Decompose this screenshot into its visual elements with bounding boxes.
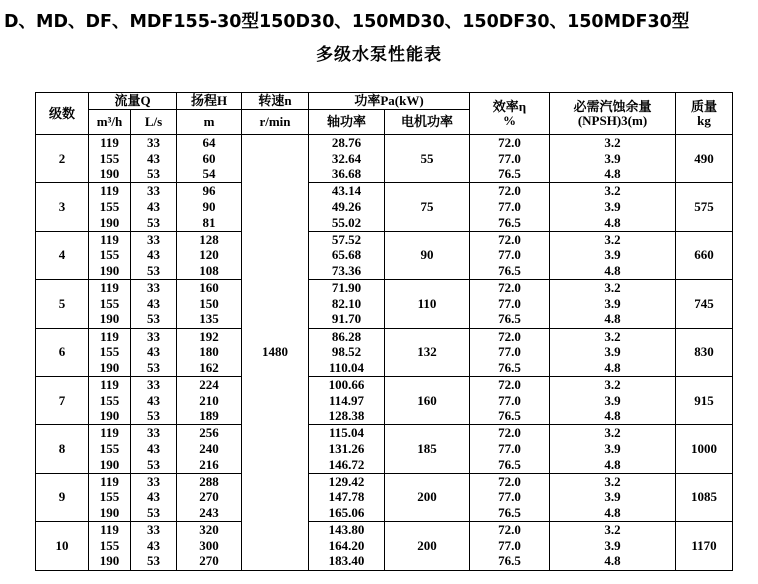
flow-m3h-cell-value: 190 [99, 262, 120, 278]
efficiency-cell-value: 76.5 [498, 359, 521, 375]
npsh-cell [550, 183, 676, 231]
header-npsh-unit: (NPSH)3(m) [577, 112, 648, 128]
npsh-cell-value: 4.8 [604, 456, 621, 472]
header-flow-ls: L/s [131, 110, 177, 135]
npsh-cell-value: 3.9 [604, 537, 621, 553]
head-cell-value: 210 [199, 392, 219, 408]
head-cell-value: 243 [199, 504, 219, 520]
stage-cell: 3 [36, 183, 89, 231]
efficiency-cell-value: 77.0 [498, 489, 521, 505]
shaft-power-cell-value: 86.28 [331, 328, 362, 344]
shaft-power-cell-value: 65.68 [331, 247, 362, 263]
header-speed-unit: r/min [242, 110, 309, 135]
npsh-cell [550, 473, 676, 521]
head-cell-value: 162 [199, 359, 219, 375]
efficiency-cell-value: 72.0 [498, 473, 521, 489]
motor-power-cell: 132 [385, 328, 470, 376]
shaft-power-cell-value: 114.97 [328, 392, 365, 408]
flow-ls-cell-value: 43 [147, 489, 160, 505]
header-flow-m3h: m³/h [89, 110, 131, 135]
head-cell [177, 425, 242, 473]
shaft-power-cell-value: 100.66 [328, 376, 365, 392]
flow-m3h-cell-value: 190 [99, 311, 120, 327]
flow-m3h-cell [89, 425, 131, 473]
flow-m3h-cell-value: 190 [99, 214, 120, 230]
header-flow: 流量Q [89, 93, 177, 110]
efficiency-cell-value: 76.5 [498, 456, 521, 472]
flow-m3h-cell-value: 155 [99, 150, 120, 166]
flow-m3h-cell [89, 473, 131, 521]
efficiency-cell [470, 231, 550, 279]
shaft-power-cell-value: 57.52 [331, 231, 362, 247]
flow-ls-cell [131, 522, 177, 570]
flow-ls-cell [131, 183, 177, 231]
flow-ls-cell [131, 376, 177, 424]
efficiency-cell [470, 522, 550, 570]
flow-ls-cell [131, 135, 177, 183]
flow-ls-cell-value: 53 [147, 553, 160, 569]
efficiency-cell-value: 77.0 [498, 392, 521, 408]
mass-cell: 490 [676, 135, 733, 183]
flow-ls-cell-value: 53 [147, 166, 160, 182]
efficiency-cell [470, 280, 550, 328]
stage-cell: 6 [36, 328, 89, 376]
head-cell-value: 96 [202, 183, 216, 199]
flow-m3h-cell [89, 522, 131, 570]
npsh-cell [550, 231, 676, 279]
flow-ls-cell-value: 33 [147, 376, 160, 392]
efficiency-cell-value: 77.0 [498, 537, 521, 553]
npsh-cell [550, 376, 676, 424]
mass-cell: 1085 [676, 473, 733, 521]
flow-m3h-cell-value: 119 [100, 473, 119, 489]
motor-power-cell: 160 [385, 376, 470, 424]
header-mass [676, 93, 733, 135]
efficiency-cell-value: 72.0 [498, 280, 521, 296]
npsh-cell-value: 3.2 [604, 473, 621, 489]
flow-ls-cell [131, 280, 177, 328]
flow-ls-cell-value: 33 [147, 280, 160, 296]
shaft-power-cell-value: 55.02 [331, 214, 362, 230]
flow-m3h-cell-value: 155 [99, 392, 120, 408]
npsh-cell [550, 522, 676, 570]
npsh-cell [550, 328, 676, 376]
performance-table [35, 92, 733, 571]
efficiency-cell-value: 72.0 [498, 328, 521, 344]
shaft-power-cell-value: 147.78 [328, 489, 365, 505]
head-cell-value: 90 [202, 198, 216, 214]
motor-power-cell: 55 [385, 135, 470, 183]
flow-ls-cell-value: 53 [147, 311, 160, 327]
efficiency-cell-value: 77.0 [498, 150, 521, 166]
efficiency-cell-value: 72.0 [498, 522, 521, 538]
efficiency-cell-value: 77.0 [498, 198, 521, 214]
header-head: 扬程H [177, 93, 242, 110]
shaft-power-cell-value: 49.26 [331, 198, 362, 214]
stage-cell: 2 [36, 135, 89, 183]
mass-cell: 915 [676, 376, 733, 424]
shaft-power-cell-value: 98.52 [331, 344, 362, 360]
shaft-power-cell-value: 73.36 [331, 262, 362, 278]
flow-m3h-cell [89, 231, 131, 279]
npsh-cell-value: 3.9 [604, 440, 621, 456]
npsh-cell [550, 425, 676, 473]
shaft-power-cell-value: 131.26 [328, 440, 365, 456]
npsh-cell-value: 3.2 [604, 522, 621, 538]
shaft-power-cell [309, 522, 385, 570]
motor-power-cell: 75 [385, 183, 470, 231]
head-cell-value: 180 [199, 344, 219, 360]
motor-power-cell: 110 [385, 280, 470, 328]
head-cell-value: 64 [202, 135, 216, 150]
flow-m3h-cell [89, 135, 131, 183]
efficiency-cell-value: 76.5 [498, 262, 521, 278]
header-motor-power: 电机功率 [385, 110, 470, 135]
header-row-1 [36, 93, 733, 110]
shaft-power-cell-value: 71.90 [331, 280, 362, 296]
shaft-power-cell-value: 146.72 [328, 456, 365, 472]
motor-power-cell: 90 [385, 231, 470, 279]
efficiency-cell-value: 77.0 [498, 440, 521, 456]
header-efficiency [470, 93, 550, 135]
head-cell [177, 231, 242, 279]
flow-ls-cell-value: 33 [147, 425, 160, 441]
flow-ls-cell-value: 43 [147, 344, 160, 360]
flow-ls-cell [131, 231, 177, 279]
head-cell-value: 288 [199, 473, 219, 489]
shaft-power-cell-value: 28.76 [331, 135, 362, 150]
head-cell-value: 54 [202, 166, 216, 182]
npsh-cell-value: 3.9 [604, 247, 621, 263]
stage-cell: 9 [36, 473, 89, 521]
shaft-power-cell-value: 115.04 [328, 425, 365, 441]
head-cell-value: 135 [199, 311, 219, 327]
head-cell-value: 192 [199, 328, 219, 344]
header-efficiency-label: 效率η [492, 98, 527, 114]
page-title: D、MD、DF、MDF155-30型150D30、150MD30、150DF30、150MDF30型 [4, 12, 690, 32]
efficiency-cell-value: 76.5 [498, 504, 521, 520]
flow-ls-cell-value: 43 [147, 247, 160, 263]
head-cell [177, 376, 242, 424]
flow-ls-cell-value: 53 [147, 214, 160, 230]
flow-ls-cell-value: 53 [147, 456, 160, 472]
flow-m3h-cell-value: 190 [99, 456, 120, 472]
flow-m3h-cell-value: 119 [100, 522, 119, 538]
mass-cell: 660 [676, 231, 733, 279]
efficiency-cell [470, 376, 550, 424]
flow-m3h-cell-value: 190 [99, 504, 120, 520]
flow-ls-cell-value: 43 [147, 392, 160, 408]
table-row [36, 328, 733, 376]
flow-m3h-cell-value: 155 [99, 247, 120, 263]
shaft-power-cell [309, 183, 385, 231]
table-row [36, 183, 733, 231]
flow-ls-cell-value: 43 [147, 440, 160, 456]
flow-ls-cell-value: 33 [147, 522, 160, 538]
npsh-cell-value: 3.2 [604, 280, 621, 296]
head-cell [177, 473, 242, 521]
head-cell-value: 300 [199, 537, 219, 553]
header-npsh [550, 93, 676, 135]
head-cell-value: 60 [202, 150, 216, 166]
head-cell-value: 216 [199, 456, 219, 472]
flow-m3h-cell-value: 119 [100, 425, 119, 441]
flow-ls-cell [131, 473, 177, 521]
head-cell-value: 189 [199, 408, 219, 424]
header-shaft-power: 轴功率 [309, 110, 385, 135]
header-speed: 转速n [242, 93, 309, 110]
stage-cell: 5 [36, 280, 89, 328]
efficiency-cell [470, 328, 550, 376]
flow-m3h-cell-value: 190 [99, 359, 120, 375]
shaft-power-cell-value: 32.64 [331, 150, 362, 166]
mass-cell: 575 [676, 183, 733, 231]
npsh-cell [550, 135, 676, 183]
head-cell [177, 183, 242, 231]
flow-ls-cell-value: 43 [147, 295, 160, 311]
header-head-unit: m [177, 110, 242, 135]
header-stages: 级数 [36, 93, 89, 135]
head-cell [177, 328, 242, 376]
flow-m3h-cell-value: 155 [99, 198, 120, 214]
flow-ls-cell-value: 43 [147, 537, 160, 553]
table-row [36, 135, 733, 183]
shaft-power-cell-value: 183.40 [328, 553, 365, 569]
shaft-power-cell [309, 425, 385, 473]
mass-cell: 830 [676, 328, 733, 376]
head-cell-value: 108 [199, 262, 219, 278]
flow-ls-cell-value: 33 [147, 231, 160, 247]
header-mass-label: 质量 [690, 98, 717, 114]
flow-m3h-cell-value: 190 [99, 553, 120, 569]
mass-cell: 1170 [676, 522, 733, 570]
head-cell-value: 320 [199, 522, 219, 538]
efficiency-cell-value: 77.0 [498, 247, 521, 263]
efficiency-cell-value: 76.5 [498, 408, 521, 424]
header-npsh-label: 必需汽蚀余量 [573, 98, 652, 114]
stage-cell: 10 [36, 522, 89, 570]
head-cell-value: 270 [199, 553, 219, 569]
flow-ls-cell [131, 328, 177, 376]
npsh-cell-value: 3.2 [604, 135, 621, 150]
efficiency-cell [470, 425, 550, 473]
flow-ls-cell-value: 53 [147, 504, 160, 520]
flow-m3h-cell [89, 376, 131, 424]
flow-m3h-cell-value: 155 [99, 489, 120, 505]
flow-ls-cell-value: 33 [147, 135, 160, 150]
header-efficiency-unit: % [503, 112, 516, 128]
flow-m3h-cell-value: 119 [100, 328, 119, 344]
npsh-cell-value: 4.8 [604, 553, 621, 569]
npsh-cell-value: 4.8 [604, 311, 621, 327]
table-row [36, 376, 733, 424]
stage-cell: 8 [36, 425, 89, 473]
flow-ls-cell-value: 33 [147, 183, 160, 199]
npsh-cell-value: 4.8 [604, 214, 621, 230]
shaft-power-cell [309, 473, 385, 521]
flow-m3h-cell [89, 328, 131, 376]
efficiency-cell [470, 183, 550, 231]
shaft-power-cell-value: 91.70 [331, 311, 362, 327]
flow-m3h-cell-value: 119 [100, 376, 119, 392]
table-row [36, 522, 733, 570]
head-cell-value: 256 [199, 425, 219, 441]
motor-power-cell: 200 [385, 522, 470, 570]
shaft-power-cell-value: 82.10 [331, 295, 362, 311]
table-row [36, 280, 733, 328]
efficiency-cell [470, 135, 550, 183]
flow-ls-cell-value: 53 [147, 262, 160, 278]
npsh-cell-value: 4.8 [604, 408, 621, 424]
mass-cell: 1000 [676, 425, 733, 473]
shaft-power-cell-value: 165.06 [328, 504, 365, 520]
head-cell-value: 240 [199, 440, 219, 456]
header-power: 功率Pa(kW) [309, 93, 470, 110]
efficiency-cell-value: 76.5 [498, 214, 521, 230]
shaft-power-cell [309, 376, 385, 424]
head-cell-value: 150 [199, 295, 219, 311]
shaft-power-cell-value: 110.04 [328, 359, 365, 375]
npsh-cell-value: 3.2 [604, 231, 621, 247]
npsh-cell-value: 4.8 [604, 262, 621, 278]
efficiency-cell-value: 72.0 [498, 135, 521, 150]
npsh-cell-value: 4.8 [604, 359, 621, 375]
efficiency-cell-value: 72.0 [498, 231, 521, 247]
npsh-cell-value: 3.9 [604, 198, 621, 214]
flow-m3h-cell-value: 190 [99, 408, 120, 424]
flow-m3h-cell-value: 155 [99, 295, 120, 311]
head-cell-value: 224 [199, 376, 219, 392]
npsh-cell-value: 3.2 [604, 183, 621, 199]
shaft-power-cell-value: 143.80 [328, 522, 365, 538]
efficiency-cell-value: 76.5 [498, 166, 521, 182]
shaft-power-cell-value: 129.42 [328, 473, 365, 489]
shaft-power-cell [309, 328, 385, 376]
flow-ls-cell-value: 53 [147, 408, 160, 424]
head-cell [177, 280, 242, 328]
flow-m3h-cell-value: 155 [99, 537, 120, 553]
flow-m3h-cell-value: 119 [100, 231, 119, 247]
flow-ls-cell-value: 43 [147, 198, 160, 214]
stage-cell: 7 [36, 376, 89, 424]
page-subtitle: 多级水泵性能表 [316, 45, 442, 65]
mass-cell: 745 [676, 280, 733, 328]
flow-ls-cell-value: 33 [147, 328, 160, 344]
head-cell [177, 522, 242, 570]
head-cell-value: 128 [199, 231, 219, 247]
flow-ls-cell [131, 425, 177, 473]
shaft-power-cell [309, 135, 385, 183]
head-cell-value: 270 [199, 489, 219, 505]
flow-m3h-cell-value: 155 [99, 440, 120, 456]
head-cell-value: 120 [199, 247, 219, 263]
shaft-power-cell [309, 231, 385, 279]
flow-ls-cell-value: 43 [147, 150, 160, 166]
header-mass-unit: kg [697, 112, 711, 128]
efficiency-cell-value: 72.0 [498, 376, 521, 392]
efficiency-cell-value: 77.0 [498, 295, 521, 311]
npsh-cell-value: 3.2 [604, 328, 621, 344]
flow-ls-cell-value: 53 [147, 359, 160, 375]
efficiency-cell-value: 72.0 [498, 183, 521, 199]
speed-cell: 1480 [242, 135, 309, 571]
npsh-cell-value: 3.9 [604, 295, 621, 311]
efficiency-cell-value: 76.5 [498, 553, 521, 569]
efficiency-cell-value: 72.0 [498, 425, 521, 441]
motor-power-cell: 185 [385, 425, 470, 473]
efficiency-cell-value: 77.0 [498, 344, 521, 360]
npsh-cell-value: 3.9 [604, 344, 621, 360]
flow-m3h-cell-value: 119 [100, 280, 119, 296]
motor-power-cell: 200 [385, 473, 470, 521]
npsh-cell-value: 3.9 [604, 489, 621, 505]
flow-ls-cell-value: 33 [147, 473, 160, 489]
flow-m3h-cell-value: 119 [100, 183, 119, 199]
head-cell [177, 135, 242, 183]
flow-m3h-cell-value: 155 [99, 344, 120, 360]
npsh-cell [550, 280, 676, 328]
shaft-power-cell-value: 164.20 [328, 537, 365, 553]
shaft-power-cell-value: 43.14 [331, 183, 362, 199]
table-row [36, 231, 733, 279]
flow-m3h-cell-value: 119 [100, 135, 119, 150]
npsh-cell-value: 3.9 [604, 392, 621, 408]
table-row [36, 425, 733, 473]
npsh-cell-value: 4.8 [604, 504, 621, 520]
npsh-cell-value: 3.2 [604, 425, 621, 441]
head-cell-value: 81 [202, 214, 216, 230]
flow-m3h-cell [89, 183, 131, 231]
table-row [36, 473, 733, 521]
npsh-cell-value: 3.9 [604, 150, 621, 166]
npsh-cell-value: 3.2 [604, 376, 621, 392]
efficiency-cell-value: 76.5 [498, 311, 521, 327]
shaft-power-cell [309, 280, 385, 328]
flow-m3h-cell-value: 190 [99, 166, 120, 182]
shaft-power-cell-value: 36.68 [331, 166, 362, 182]
shaft-power-cell-value: 128.38 [328, 408, 365, 424]
head-cell-value: 160 [199, 280, 219, 296]
flow-m3h-cell [89, 280, 131, 328]
npsh-cell-value: 4.8 [604, 166, 621, 182]
stage-cell: 4 [36, 231, 89, 279]
efficiency-cell [470, 473, 550, 521]
